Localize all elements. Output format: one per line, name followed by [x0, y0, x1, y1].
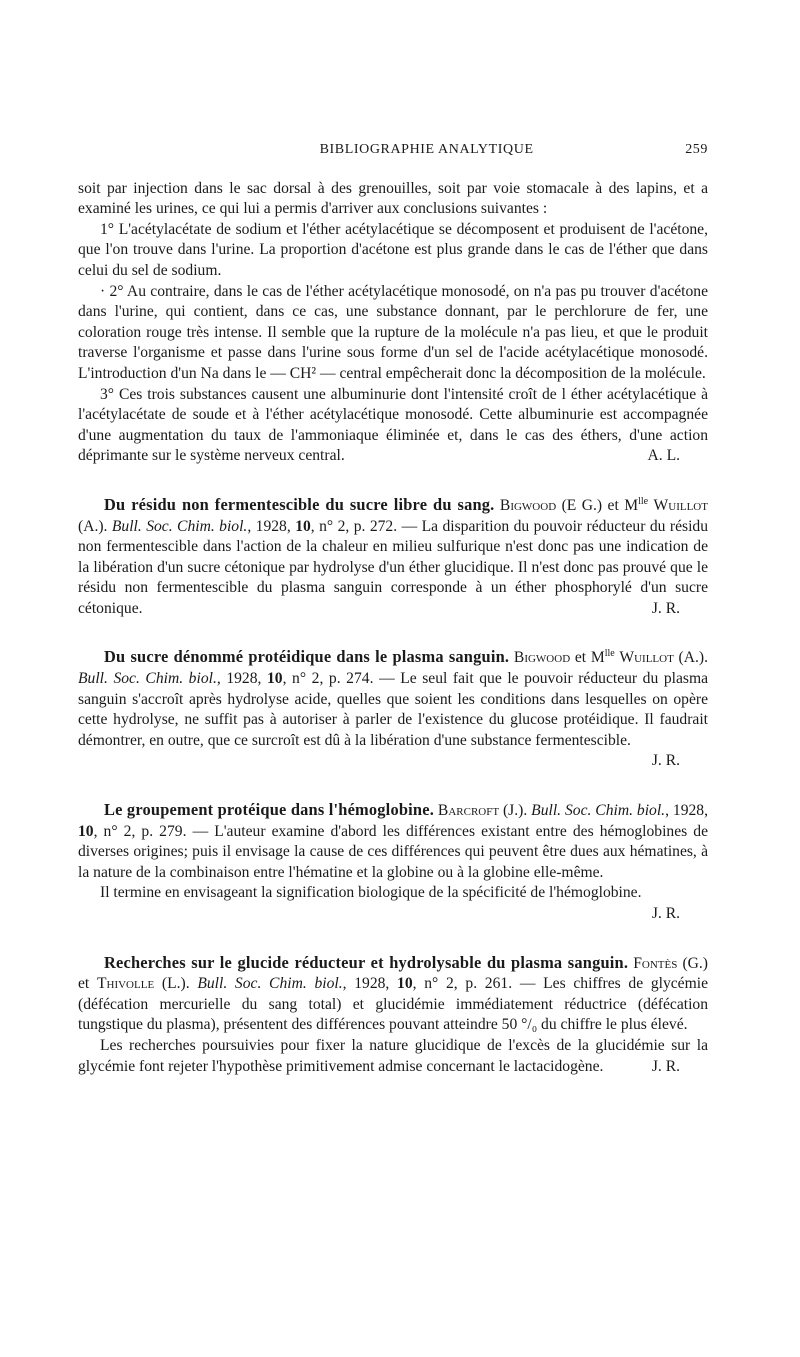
journal-issue: , n° 2, p. 274. [282, 670, 374, 688]
journal-name: Bull. Soc. Chim. biol. [197, 975, 343, 993]
entry-paragraph-2 [78, 1036, 708, 1077]
entry-title: Le groupement protéique dans l'hémoglobine. [104, 800, 434, 820]
author-name: Wuillot [619, 649, 674, 667]
abstract-body: — L'auteur examine d'abord les différences existant entre des hémoglobines de diverses origines; puis il envisage la cause de ces différences qui peuvent être dues aux hématines, à la nature de la combinaison entre l'hématine et la globine ou à la globine elle-même. [78, 822, 709, 881]
author-initials: (A.). [78, 517, 108, 535]
journal-year: , 1928, [342, 975, 390, 993]
author-name: Fontès [633, 954, 678, 972]
journal-volume: 10 [267, 670, 283, 688]
entry-title: Du sucre dénommé protéidique dans le plasma sanguin. [104, 647, 510, 667]
journal-year: , 1928, [216, 670, 262, 688]
reviewer-signature: J. R. [651, 905, 680, 922]
entry-paragraph [78, 495, 708, 620]
author-name: Wuillot [653, 496, 708, 514]
author-name: Barcroft [437, 802, 500, 820]
entry-title: Recherches sur le glucide réducteur et hydrolysable du plasma sanguin. [104, 952, 629, 972]
journal-volume: 10 [295, 517, 311, 535]
author-initials: (E G.) et M [561, 496, 639, 514]
reviewer-signature: J. R. [651, 599, 680, 617]
bibliography-entry [78, 647, 708, 772]
page-number: 259 [685, 142, 708, 157]
bibliography-entry [78, 495, 708, 620]
title-superscript: lle [604, 648, 615, 660]
author-initials: (G.) et [78, 954, 708, 993]
abstract-body-2: Il termine en envisageant la signification biologique de la spécificité de l'hémoglobine. [100, 884, 642, 902]
abstract-body: — La disparition du pouvoir réducteur du résidu non fermentescible dans l'action de la chaleur en milieu sulfurique n'est donc pas une indication de la libération d'un sucre cétonique par hydrolyse d'un éther glucidique. Il n'est donc pas prouvé que le résidu non fermentescible du plasma sanguin corresponde à un éther phosphorylé d'un sucre cétonique. [78, 517, 708, 617]
abstract-body: — Le seul fait que le pouvoir réducteur du plasma sanguin s'accroît après hydrolyse acide, quelles que soient les conditions dans lesquelles on opère cette hydrolyse, ne suffit pas à autoriser à parler de l'existence du glucose protéidique. Il faudrait démontrer, en outre, que ce surcroît est dû à la libération d'une substance fermentescible. [78, 670, 709, 749]
entry-title: Du résidu non fermentescible du sucre libre du sang. [104, 494, 495, 514]
entry-paragraph [78, 953, 708, 1036]
reviewer-signature: A. L. [647, 447, 680, 465]
continued-abstract [78, 179, 708, 467]
author-name: Bigwood [513, 649, 571, 667]
journal-volume: 10 [78, 822, 94, 840]
journal-name: Bull. Soc. Chim. biol. [78, 670, 217, 688]
journal-year: , 1928, [665, 802, 708, 820]
entry-paragraph [78, 800, 708, 883]
author-name: Bigwood [499, 496, 557, 514]
entry-paragraph [78, 647, 708, 772]
reviewer-signature: J. R. [651, 1057, 680, 1075]
bibliography-entry [78, 800, 708, 925]
reviewer-signature: J. R. [651, 752, 680, 770]
author-initials: et M [574, 649, 605, 667]
conclusion-2: · 2° Au contraire, dans le cas de l'éther acétylacétique monosodé, on n'a pas pu trouver d'acétone dans l'urine, qui contient, dans ce cas, une substance donnant, par le perchlorure de fer, une coloration rouge très intense. Il semble que la rupture de la molécule n'a pas lieu, et que le produit traverse l'organisme et passe dans l'urine sous forme d'un sel de l'acide acétylacétique monosodé. L'introduction d'un Na dans le — CH² — central empêcherait donc la décomposition de la molécule. [78, 282, 708, 382]
running-header [78, 140, 708, 161]
author-initials: (A.). [678, 649, 708, 667]
journal-year: , 1928, [247, 517, 291, 535]
author-name: Thivolle [96, 975, 155, 993]
abstract-body-2: Les recherches poursuivies pour fixer la nature glucidique de l'excès de la glucidémie sur la glycémie font rejeter l'hypothèse primitivement admise concernant le lactacidogène. [78, 1036, 708, 1075]
running-title: BIBLIOGRAPHIE ANALYTIQUE [319, 142, 534, 157]
journal-name: Bull. Soc. Chim. biol. [531, 802, 666, 820]
journal-volume: 10 [397, 975, 413, 993]
conclusion-1: 1° L'acétylacétate de sodium et l'éther acétylacétique se décomposent et produisent de l'acétone, que l'on trouve dans l'urine. La proportion d'acétone est plus grande dans le cas de l'éther que dans celui du sel de sodium. [78, 220, 708, 279]
abstract-body: — Les chiffres de glycémie (défécation mercurielle du sang total) et glucidémie immédiatement réductrice (défécation tungstique du plasma), présentent des différences pouvant atteindre 50 °/₀ du chiffre le plus élevé. [78, 975, 708, 1034]
abstract-intro: soit par injection dans le sac dorsal à des grenouilles, soit par voie stomacale à des lapins, et a examiné les urines, ce qui lui a permis d'arriver aux conclusions suivantes : [78, 179, 708, 218]
journal-name: Bull. Soc. Chim. biol. [111, 517, 248, 535]
author-initials: (J.). [502, 802, 528, 820]
entry-paragraph-2 [78, 883, 708, 924]
journal-issue: , n° 2, p. 279. [93, 822, 187, 840]
bibliography-entry [78, 953, 708, 1078]
journal-issue: , n° 2, p. 261. [412, 975, 513, 993]
journal-page [78, 140, 708, 1077]
journal-issue: , n° 2, p. 272. [310, 517, 398, 535]
conclusion-3 [78, 385, 708, 467]
conclusion-3-text: 3° Ces trois substances causent une albuminurie dont l'intensité croît de l éther acétylacétique à l'acétylacétate de soude et à l'éther acétylacétique monosodé. Cette albuminurie est accompagnée d'une augmentation du taux de l'ammoniaque éliminée et, dans le cas des éthers, d'une action déprimante sur le système nerveux central. [78, 385, 708, 465]
author-initials: (L.). [161, 975, 190, 993]
title-superscript: lle [638, 495, 649, 507]
